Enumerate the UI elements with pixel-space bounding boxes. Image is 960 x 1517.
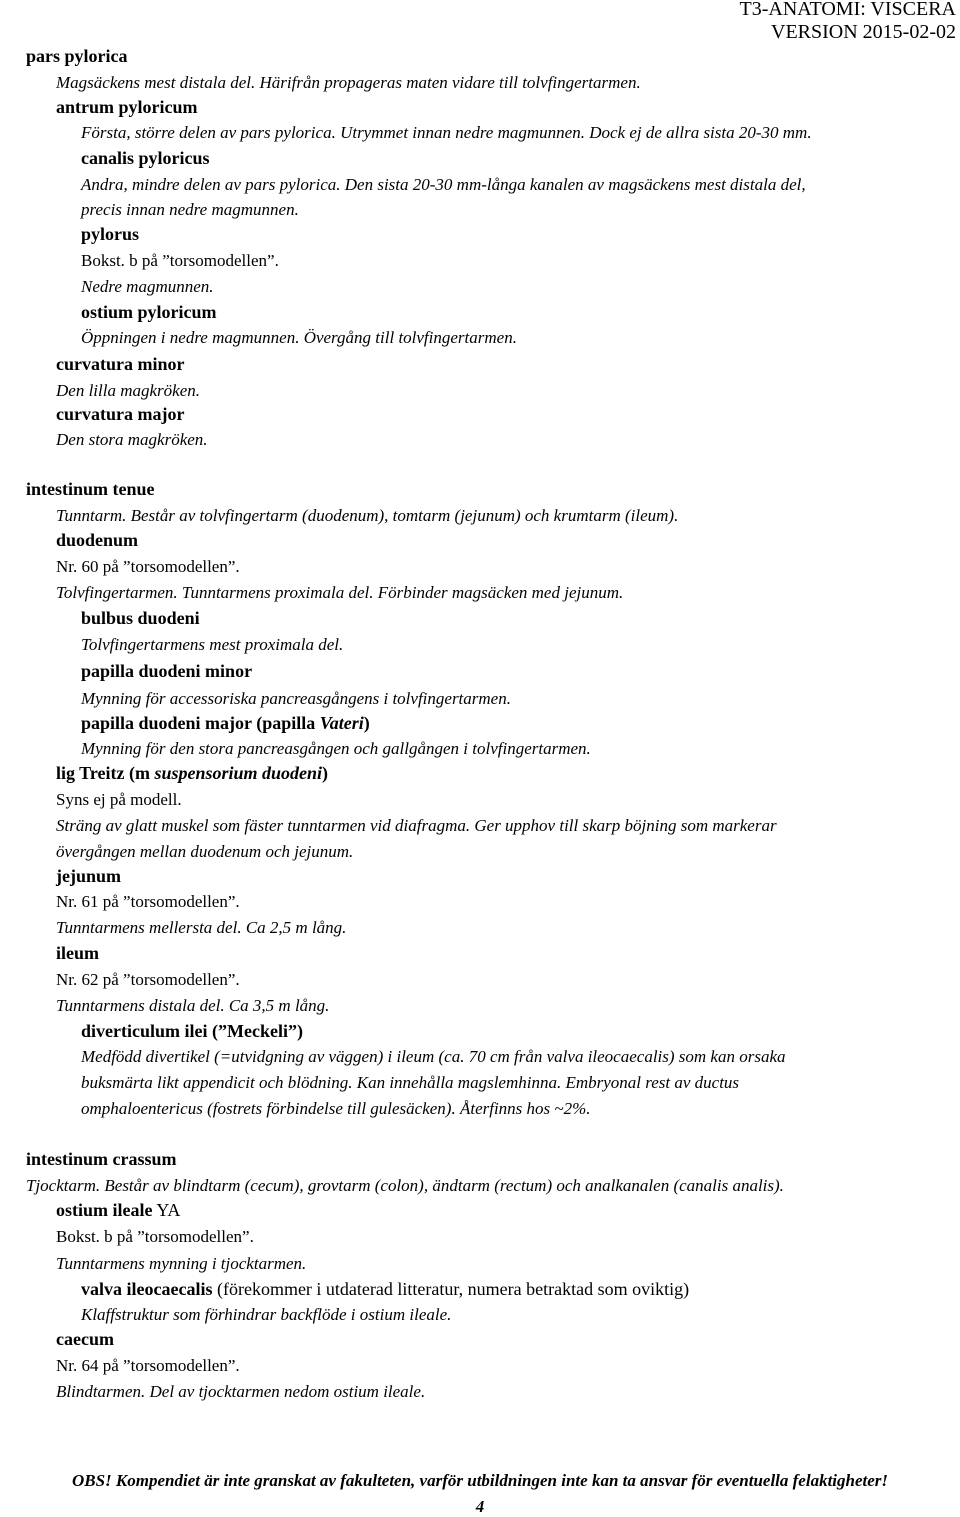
anatomical-term: lig Treitz <box>56 763 125 783</box>
anatomical-term: pars pylorica <box>26 46 128 66</box>
reference-line <box>81 250 279 272</box>
description-line <box>81 634 343 656</box>
reference-line <box>56 1226 254 1248</box>
description-text: Tunntarmens distala del. Ca 3,5 m lång. <box>56 996 330 1015</box>
term-line <box>56 865 121 887</box>
description-text: Mynning för den stora pancreasgången och gallgången i tolvfingertarmen. <box>81 739 591 758</box>
anatomical-term: curvatura major <box>56 404 185 424</box>
reference-text: Syns ej på modell. <box>56 790 182 809</box>
term-line <box>56 942 99 964</box>
description-text: Tolvfingertarmens mest proximala del. <box>81 635 344 654</box>
description-line <box>56 429 208 451</box>
term-line <box>56 762 328 784</box>
anatomical-term: duodenum <box>56 530 139 550</box>
anatomical-term: ostium pyloricum <box>81 302 217 322</box>
description-text: Klaffstruktur som förhindrar backflöde i ostium ileale. <box>81 1305 452 1324</box>
description-line <box>56 1381 425 1403</box>
term-line <box>81 1020 303 1042</box>
description-line <box>81 1304 451 1326</box>
reference-line <box>56 891 240 913</box>
description-text: Tunntarm. Består av tolvfingertarm (duodenum), tomtarm (jejunum) och krumtarm (ileum). <box>56 506 679 525</box>
description-line <box>81 1098 591 1120</box>
term-line <box>56 529 138 551</box>
description-text: Medfödd divertikel (=utvidgning av väggen) i ileum (ca. 70 cm från valva ileocaecalis) som kan orsaka <box>81 1047 786 1066</box>
footer-notice: OBS! Kompendiet är inte granskat av fakulteten, varför utbildningen inte kan ta ansvar för eventuella felaktigheter! <box>71 1471 889 1490</box>
term-line <box>81 607 200 629</box>
reference-text: Bokst. b på ”torsomodellen”. <box>56 1227 254 1246</box>
description-line <box>81 174 806 196</box>
document-header <box>740 0 957 44</box>
reference-text: Nr. 60 på ”torsomodellen”. <box>56 557 240 576</box>
reference-text: Nr. 64 på ”torsomodellen”. <box>56 1356 240 1375</box>
description-line <box>56 841 353 863</box>
description-text: Tunntarmens mynning i tjocktarmen. <box>56 1254 307 1273</box>
term-line <box>26 1148 177 1170</box>
description-line <box>81 688 511 710</box>
anatomical-term: bulbus duodeni <box>81 608 200 628</box>
term-note: YA <box>152 1200 181 1220</box>
anatomical-term: pylorus <box>81 224 140 244</box>
description-line <box>56 917 346 939</box>
term-line <box>81 712 370 734</box>
anatomical-term: diverticulum ilei (”Meckeli”) <box>81 1021 303 1041</box>
reference-text: Nr. 62 på ”torsomodellen”. <box>56 970 240 989</box>
reference-text: Nr. 61 på ”torsomodellen”. <box>56 892 240 911</box>
term-synonym: Vateri <box>319 713 364 733</box>
description-text: Den lilla magkröken. <box>56 381 200 400</box>
description-text: Tolvfingertarmen. Tunntarmens proximala del. Förbinder magsäcken med jejunum. <box>56 583 624 602</box>
description-line <box>81 122 812 144</box>
description-text: Blindtarmen. Del av tjocktarmen nedom ostium ileale. <box>56 1382 426 1401</box>
description-line <box>56 380 200 402</box>
anatomical-term: papilla duodeni major <box>81 713 252 733</box>
description-text: Nedre magmunnen. <box>81 277 214 296</box>
term-line <box>81 301 217 323</box>
term-synonym-suffix: ) <box>322 763 329 783</box>
description-line <box>81 276 214 298</box>
description-line <box>56 72 641 94</box>
anatomical-term: jejunum <box>56 866 122 886</box>
description-text: Första, större delen av pars pylorica. Utrymmet innan nedre magmunnen. Dock ej de allra sista 20-30 mm. <box>81 123 812 142</box>
anatomical-term: antrum pyloricum <box>56 97 198 117</box>
description-text: Magsäckens mest distala del. Härifrån propageras maten vidare till tolvfingertarmen. <box>56 73 641 92</box>
term-line <box>56 353 184 375</box>
description-line <box>81 1072 739 1094</box>
anatomical-term: valva ileocaecalis <box>81 1279 213 1299</box>
term-note: (förekommer i utdaterad litteratur, numera betraktad som oviktig) <box>212 1279 690 1299</box>
term-line <box>56 96 198 118</box>
term-synonym-suffix: ) <box>363 713 370 733</box>
anatomical-term: caecum <box>56 1329 114 1349</box>
term-synonym: suspensorium duodeni <box>154 763 323 783</box>
anatomical-term: curvatura minor <box>56 354 185 374</box>
anatomical-term: intestinum tenue <box>26 479 155 499</box>
description-line <box>26 1175 784 1197</box>
description-text: buksmärta likt appendicit och blödning. Kan innehålla magslemhinna. Embryonal rest av ductus <box>81 1073 740 1092</box>
description-text: övergången mellan duodenum och jejunum. <box>56 842 354 861</box>
term-line <box>81 1278 689 1300</box>
anatomical-term: ostium ileale <box>56 1200 153 1220</box>
description-text: Sträng av glatt muskel som fäster tunntarmen vid diafragma. Ger upphov till skarp böjning som markerar <box>56 816 777 835</box>
term-line <box>56 403 184 425</box>
anatomical-term: papilla duodeni minor <box>81 661 253 681</box>
description-line <box>56 1253 306 1275</box>
description-text: omphaloentericus (fostrets förbindelse till gulesäcken). Återfinns hos ~2%. <box>81 1099 591 1118</box>
description-text: Andra, mindre delen av pars pylorica. Den sista 20-30 mm-långa kanalen av magsäckens mest distala del, <box>81 175 806 194</box>
term-line <box>56 1328 114 1350</box>
term-line <box>81 223 139 245</box>
anatomical-term: canalis pyloricus <box>81 148 210 168</box>
description-text: Den stora magkröken. <box>56 430 208 449</box>
description-line <box>81 1046 786 1068</box>
description-text: Mynning för accessoriska pancreasgångens i tolvfingertarmen. <box>81 689 511 708</box>
term-synonym-prefix: (m <box>124 763 155 783</box>
description-line <box>56 815 777 837</box>
reference-line <box>56 969 240 991</box>
anatomical-term: ileum <box>56 943 99 963</box>
description-line <box>81 738 591 760</box>
description-line <box>56 582 623 604</box>
term-line <box>81 147 210 169</box>
description-text: Öppningen i nedre magmunnen. Övergång till tolvfingertarmen. <box>81 328 517 347</box>
reference-line <box>56 556 240 578</box>
header-title: T3-ANATOMI: VISCERA <box>739 0 956 20</box>
description-text: precis innan nedre magmunnen. <box>81 200 299 219</box>
reference-line <box>56 1355 240 1377</box>
description-line <box>56 995 329 1017</box>
reference-line <box>56 789 182 811</box>
description-line <box>56 505 678 527</box>
term-synonym-prefix: (papilla <box>251 713 320 733</box>
description-line <box>81 199 299 221</box>
page-number: 4 <box>475 1497 485 1516</box>
term-line <box>81 660 252 682</box>
term-line <box>56 1199 180 1221</box>
header-version: VERSION 2015-02-02 <box>771 21 956 43</box>
description-line <box>81 327 517 349</box>
description-text: Tjocktarm. Består av blindtarm (cecum), grovtarm (colon), ändtarm (rectum) och analkanalen (canalis analis). <box>26 1176 784 1195</box>
term-line <box>26 45 128 67</box>
anatomical-term: intestinum crassum <box>26 1149 177 1169</box>
term-line <box>26 478 155 500</box>
description-text: Tunntarmens mellersta del. Ca 2,5 m lång. <box>56 918 347 937</box>
reference-text: Bokst. b på ”torsomodellen”. <box>81 251 279 270</box>
